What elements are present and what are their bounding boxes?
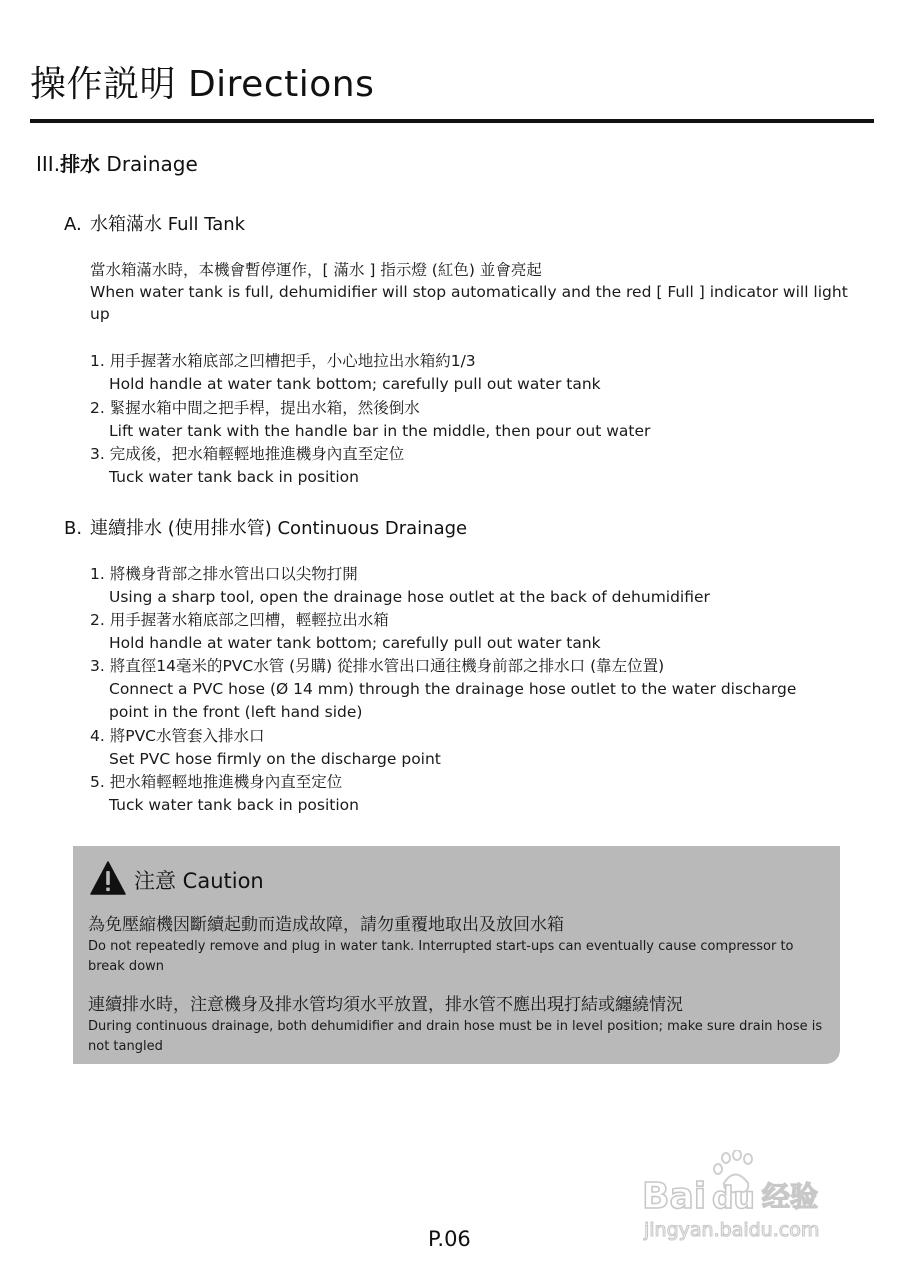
caution-note-zh: 連續排水時，注意機身及排水管均須水平放置，排水管不應出現打結或纏繞情況 [88, 995, 683, 1015]
section-heading [36, 148, 198, 177]
list-item [90, 563, 830, 609]
step-zh: 1. 用手握著水箱底部之凹槽把手，小心地拉出水箱約1/3 [90, 352, 476, 370]
step-en: Lift water tank with the handle bar in the middle, then pour out water [109, 422, 651, 440]
list-item [90, 609, 830, 655]
step-en: Using a sharp tool, open the drainage hose outlet at the back of dehumidifier [109, 588, 710, 606]
step-zh: 2. 用手握著水箱底部之凹槽，輕輕拉出水箱 [90, 611, 389, 629]
caution-note [88, 913, 828, 976]
caution-label: 注意 Caution [134, 869, 264, 893]
svg-text:du: du [712, 1181, 755, 1216]
list-item [90, 443, 830, 489]
subsection-title: 連續排水 (使用排水管) Continuous Drainage [90, 518, 468, 539]
watermark-url: jingyan.baidu.com [644, 1219, 820, 1241]
step-zh: 5. 把水箱輕輕地推進機身內直至定位 [90, 773, 343, 791]
step-en: Hold handle at water tank bottom; carefully pull out water tank [109, 634, 601, 652]
subsection-full-tank-heading [64, 210, 245, 236]
list-item [90, 771, 830, 817]
caution-note-en: During continuous drainage, both dehumidifier and drain hose must be in level position; make sure drain hose is not tangled [88, 1019, 823, 1054]
subsection-title: 水箱滿水 Full Tank [90, 214, 246, 235]
subsection-continuous-heading [64, 514, 467, 540]
step-zh: 4. 將PVC水管套入排水口 [90, 727, 265, 745]
section-title-en: Drainage [106, 152, 198, 176]
step-en: Set PVC hose firmly on the discharge point [109, 750, 441, 768]
step-zh: 3. 完成後，把水箱輕輕地推進機身內直至定位 [90, 445, 405, 463]
list-item [90, 350, 830, 396]
full-tank-intro-en: When water tank is full, dehumidifier will stop automatically and the red [ Full ] indicator will light up [90, 283, 848, 323]
caution-note-zh: 為免壓縮機因斷續起動而造成故障，請勿重覆地取出及放回水箱 [88, 915, 564, 935]
warning-triangle-icon [90, 861, 126, 895]
svg-text:经验: 经验 [762, 1180, 819, 1213]
list-item [90, 655, 830, 724]
step-en: Connect a PVC hose (Ø 14 mm) through the drainage hose outlet to the water discharge point in the front (left hand side) [109, 680, 797, 721]
page-title: 操作説明 Directions [30, 64, 375, 105]
subsection-letter: A. [64, 214, 82, 235]
full-tank-intro [90, 259, 850, 325]
step-en: Hold handle at water tank bottom; carefully pull out water tank [109, 375, 601, 393]
baidu-jingyan-watermark [640, 1150, 845, 1245]
section-number: III. [36, 152, 61, 176]
caution-note-en: Do not repeatedly remove and plug in water tank. Interrupted start-ups can eventually cause compressor to break down [88, 939, 794, 974]
section-title-zh: 排水 [60, 152, 101, 176]
step-zh: 3. 將直徑14毫米的PVC水管 (另購) 從排水管出口通往機身前部之排水口 (靠左位置) [90, 657, 665, 675]
page-number: P.06 [428, 1227, 471, 1251]
step-zh: 2. 緊握水箱中間之把手桿，提出水箱，然後倒水 [90, 399, 420, 417]
step-en: Tuck water tank back in position [109, 796, 359, 814]
list-item [90, 397, 830, 443]
step-en: Tuck water tank back in position [109, 468, 359, 486]
subsection-letter: B. [64, 518, 83, 539]
step-zh: 1. 將機身背部之排水管出口以尖物打開 [90, 565, 358, 583]
caution-note [88, 993, 828, 1056]
title-divider [30, 119, 874, 123]
list-item [90, 725, 830, 771]
svg-text:Bai: Bai [642, 1176, 707, 1217]
full-tank-intro-zh: 當水箱滿水時，本機會暫停運作，[ 滿水 ] 指示燈 (紅色) 並會亮起 [90, 261, 542, 279]
